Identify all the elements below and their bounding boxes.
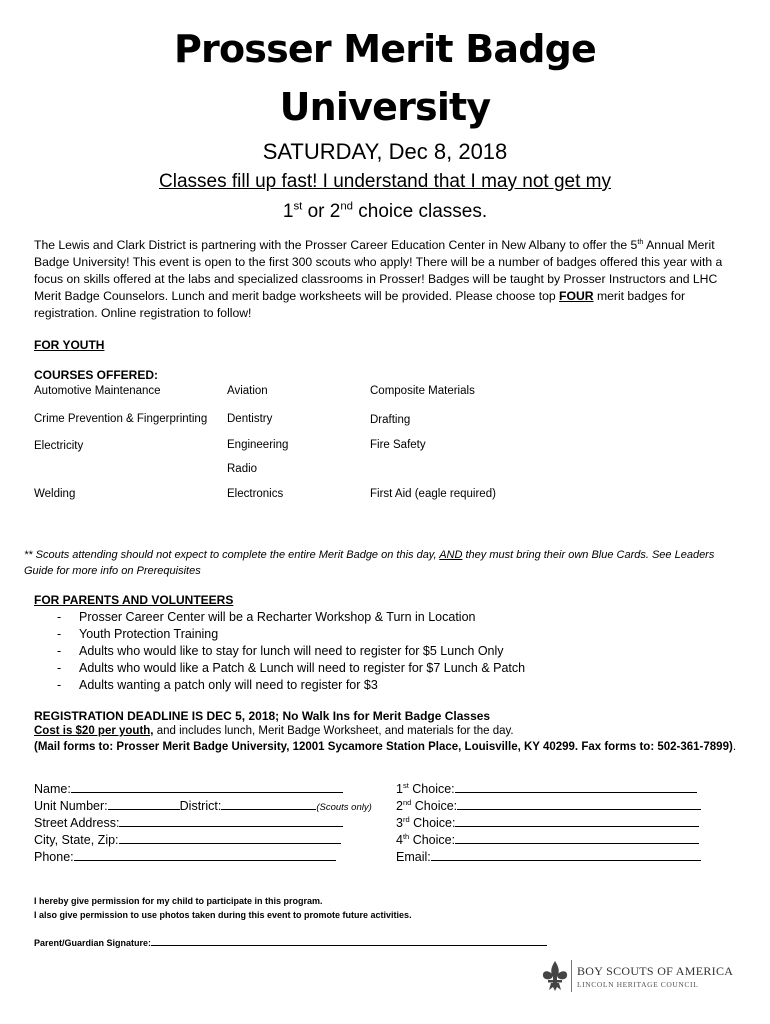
parents-list — [57, 609, 525, 694]
street-line[interactable] — [119, 814, 343, 827]
choice-sup: rd — [402, 814, 410, 824]
cost-emphasis: Cost is $20 per youth, — [34, 725, 154, 737]
unit-label: Unit Number: — [34, 799, 108, 813]
city-label: City, State, Zip: — [34, 833, 119, 847]
choice-sup: th — [402, 831, 410, 841]
list-item: - Adults wanting a patch only will need to register for $3 — [57, 678, 378, 692]
choice-label: 4 — [396, 833, 403, 847]
city-field[interactable] — [34, 831, 341, 849]
choice-sup: st — [402, 780, 409, 790]
intro-text: merit badges for registration. Online registration to follow! — [34, 289, 686, 320]
note-text: ** Scouts attending should not expect to complete the entire Merit Badge on this day, — [24, 549, 440, 561]
youth-heading: FOR YOUTH — [34, 338, 105, 352]
course-item: Engineering — [227, 439, 289, 451]
course-item: Fire Safety — [370, 439, 426, 451]
choice-label: 1 — [396, 782, 403, 796]
signature-label: Parent/Guardian Signature: — [34, 938, 152, 948]
course-item: Crime Prevention & Fingerprinting — [34, 413, 208, 425]
registration-mail — [34, 741, 736, 753]
email-field[interactable] — [396, 848, 701, 866]
notice-text: or 2 — [302, 201, 341, 222]
choice-label: Choice: — [408, 782, 455, 796]
choice-label: 2 — [396, 799, 403, 813]
phone-field[interactable] — [34, 848, 336, 866]
course-item: First Aid (eagle required) — [370, 488, 496, 500]
event-date: SATURDAY, Dec 8, 2018 — [262, 139, 508, 164]
notice-sup: nd — [340, 200, 354, 213]
registration-cost — [34, 725, 514, 737]
courses-heading: COURSES OFFERED: — [34, 368, 159, 382]
list-item: - Prosser Career Center will be a Recharter Workshop & Turn in Location — [57, 610, 476, 624]
choice-sup: nd — [402, 797, 412, 807]
cost-text: and includes lunch, Merit Badge Worksheet, and materials for the day. — [153, 725, 514, 737]
list-item-text: Prosser Career Center will be a Recharter Workshop & Turn in Location — [79, 610, 476, 624]
intro-emphasis: FOUR — [559, 289, 594, 303]
phone-label: Phone: — [34, 850, 74, 864]
list-item: - Youth Protection Training — [57, 627, 219, 641]
mail-text: . — [732, 741, 737, 753]
logo-line2: LINCOLN HERITAGE COUNCIL — [577, 980, 699, 989]
parents-heading: FOR PARENTS AND VOLUNTEERS — [34, 593, 234, 607]
signature-line[interactable] — [151, 936, 547, 946]
choice-label: Choice: — [411, 799, 458, 813]
choice1-line[interactable] — [455, 780, 697, 793]
choice1-field[interactable] — [396, 780, 697, 798]
notice-text: choice classes. — [353, 201, 488, 222]
email-line[interactable] — [431, 848, 701, 861]
course-item: Electronics — [227, 488, 284, 500]
district-line[interactable] — [221, 797, 316, 810]
name-field[interactable] — [34, 780, 343, 798]
course-item: Radio — [227, 463, 258, 475]
notice-sup: st — [293, 200, 303, 213]
permission-line2: I also give permission to use photos taken during this event to promote future activities. — [34, 910, 412, 920]
note-text: Guide for more info on Prerequisites — [24, 565, 201, 577]
permission-line1: I hereby give permission for my child to participate in this program. — [34, 896, 323, 906]
intro-sup: th — [637, 236, 644, 246]
email-label: Email: — [396, 850, 431, 864]
list-item-text: Adults who would like a Patch & Lunch will need to register for $7 Lunch & Patch — [79, 661, 526, 675]
unit-line[interactable] — [108, 797, 180, 810]
choice-label: 3 — [396, 816, 403, 830]
choice2-field[interactable] — [396, 797, 701, 815]
choice-label: Choice: — [409, 816, 456, 830]
intro-text: Annual Merit Badge University! This event is open to the first 300 scouts who apply! There will be a number of badges offered this year with a focus on skills offered at the labs and specialized classrooms in Prosser! Badges will be taught by Prosser Instructors and LHC Merit Badge Counselors. Lunch and merit badge worksheets will be provided. Please choose top — [34, 238, 723, 303]
list-item-text: Adults wanting a patch only will need to register for $3 — [79, 678, 378, 692]
intro-text: The Lewis and Clark District is partnering with the Prosser Career Education Center in New Albany to offer the 5 — [34, 238, 638, 252]
choice4-field[interactable] — [396, 831, 699, 849]
notice-line1: Classes fill up fast! I understand that I may not get my — [159, 171, 611, 192]
logo-divider — [571, 960, 572, 992]
signature-field[interactable] — [34, 936, 547, 948]
course-item: Welding — [34, 488, 76, 500]
choice4-line[interactable] — [455, 831, 699, 844]
page-title-line2: University — [279, 85, 491, 129]
course-item: Automotive Maintenance — [34, 385, 161, 397]
phone-line[interactable] — [74, 848, 336, 861]
notice-text: 1 — [282, 201, 294, 222]
street-field[interactable] — [34, 814, 343, 832]
logo-line1: BOY SCOUTS OF AMERICA — [577, 964, 734, 978]
list-item: - Adults who would like to stay for lunch will need to register for $5 Lunch Only — [57, 644, 504, 658]
choice-label: Choice: — [409, 833, 456, 847]
note-text: they must bring their own Blue Cards. See Leaders — [462, 549, 715, 561]
mail-text: (Mail forms to: Prosser Merit Badge University, 12001 Sycamore Station Place, Louisville, KY 40299. Fax forms to: 502-361-7899) — [34, 741, 733, 753]
page-title-line1: Prosser Merit Badge — [173, 27, 596, 71]
choice2-line[interactable] — [457, 797, 701, 810]
list-item-text: Adults who would like to stay for lunch will need to register for $5 Lunch Only — [79, 644, 504, 658]
course-item: Composite Materials — [370, 385, 475, 397]
district-label: District: — [179, 799, 222, 813]
fleur-de-lis-icon — [538, 959, 572, 993]
note-emphasis: AND — [439, 549, 463, 561]
choice3-line[interactable] — [455, 814, 699, 827]
registration-deadline: REGISTRATION DEADLINE IS DEC 5, 2018; No Walk Ins for Merit Badge Classes — [34, 709, 491, 723]
course-item: Electricity — [34, 440, 84, 452]
course-item: Aviation — [227, 385, 268, 397]
list-item-text: Youth Protection Training — [79, 627, 219, 641]
name-line[interactable] — [71, 780, 343, 793]
street-label: Street Address: — [34, 816, 120, 830]
prerequisite-note — [24, 547, 754, 579]
city-line[interactable] — [119, 831, 341, 844]
name-label: Name: — [34, 782, 71, 796]
course-item: Drafting — [370, 414, 411, 426]
course-item: Dentistry — [227, 413, 273, 425]
choice3-field[interactable] — [396, 814, 699, 832]
notice-line2 — [0, 202, 770, 221]
scouts-only-note: (Scouts only) — [316, 802, 372, 813]
intro-paragraph — [34, 237, 746, 322]
list-item: - Adults who would like a Patch & Lunch will need to register for $7 Lunch & Patch — [57, 661, 526, 675]
